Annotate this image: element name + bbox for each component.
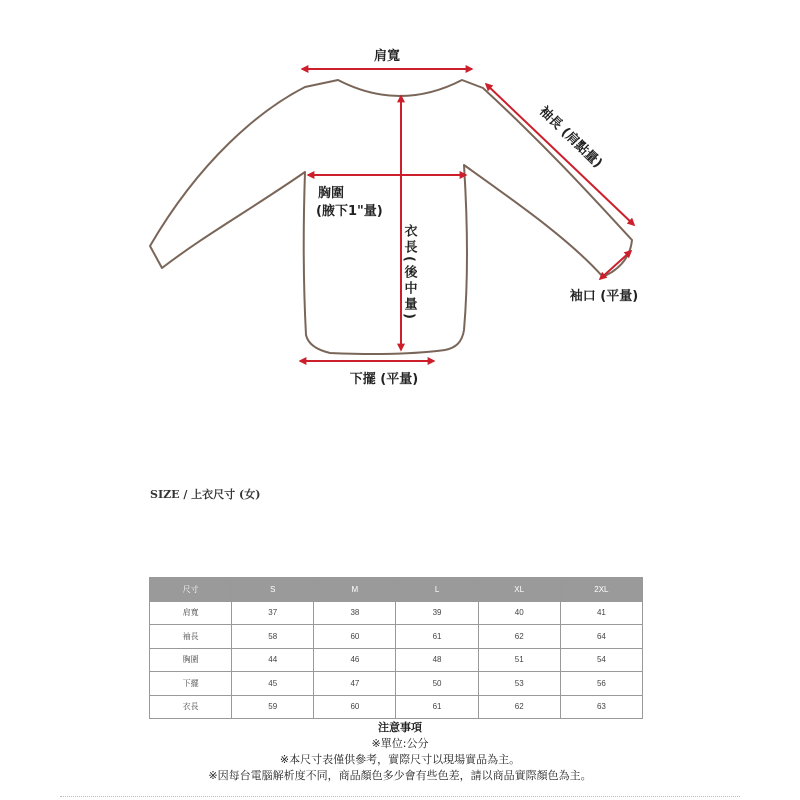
notes-section [0, 720, 800, 784]
sleeve-label: 袖長 (肩點量) [535, 103, 605, 172]
notes-title: 注意事項 [378, 721, 422, 734]
divider [60, 796, 740, 797]
cuff-label: 袖口 (平量) [569, 289, 639, 304]
table-cell: 60 [314, 695, 396, 719]
size-section-title: SIZE / 上衣尺寸 (女) [150, 488, 261, 501]
table-cell: 50 [396, 672, 478, 696]
table-row [150, 648, 643, 672]
table-cell: 48 [396, 648, 478, 672]
row-label: 胸圍 [150, 648, 232, 672]
notes-color-disclaimer: ※因每台電腦解析度不同，商品顏色多少會有些色差，請以商品實際顏色為主。 [208, 769, 592, 782]
chest-label: 胸圍 [318, 186, 345, 201]
table-cell: 46 [314, 648, 396, 672]
table-cell: 44 [232, 648, 314, 672]
table-cell: 62 [478, 695, 560, 719]
sleeve-arrow [486, 84, 634, 225]
table-cell: 62 [478, 625, 560, 649]
table-cell: 61 [396, 695, 478, 719]
table-cell: 47 [314, 672, 396, 696]
table-row [150, 601, 643, 625]
table-cell: 54 [560, 648, 642, 672]
table-cell: 51 [478, 648, 560, 672]
column-header: XL [478, 578, 560, 602]
column-header: S [232, 578, 314, 602]
column-header: 2XL [560, 578, 642, 602]
table-cell: 64 [560, 625, 642, 649]
length-label: 衣長(後中量) [401, 224, 417, 322]
row-label: 衣長 [150, 695, 232, 719]
column-header: 尺寸 [150, 578, 232, 602]
table-row [150, 625, 643, 649]
table-cell: 39 [396, 601, 478, 625]
size-table [149, 577, 643, 719]
table-cell: 63 [560, 695, 642, 719]
hem-label: 下擺 (平量) [349, 372, 419, 387]
notes-unit: ※單位:公分 [371, 737, 429, 750]
shoulder-label: 肩寬 [373, 49, 401, 64]
table-cell: 40 [478, 601, 560, 625]
table-cell: 53 [478, 672, 560, 696]
cuff-arrow [600, 251, 631, 279]
table-cell: 61 [396, 625, 478, 649]
table-cell: 45 [232, 672, 314, 696]
table-cell: 59 [232, 695, 314, 719]
table-cell: 37 [232, 601, 314, 625]
table-row [150, 672, 643, 696]
row-label: 肩寬 [150, 601, 232, 625]
table-cell: 38 [314, 601, 396, 625]
chest-sublabel: (腋下1"量) [316, 204, 383, 219]
table-row [150, 695, 643, 719]
row-label: 袖長 [150, 625, 232, 649]
row-label: 下擺 [150, 672, 232, 696]
table-cell: 41 [560, 601, 642, 625]
table-header-row [150, 578, 643, 602]
table-cell: 60 [314, 625, 396, 649]
table-cell: 56 [560, 672, 642, 696]
column-header: M [314, 578, 396, 602]
notes-reference: ※本尺寸表僅供參考，實際尺寸以現場實品為主。 [279, 753, 521, 766]
table-cell: 58 [232, 625, 314, 649]
column-header: L [396, 578, 478, 602]
